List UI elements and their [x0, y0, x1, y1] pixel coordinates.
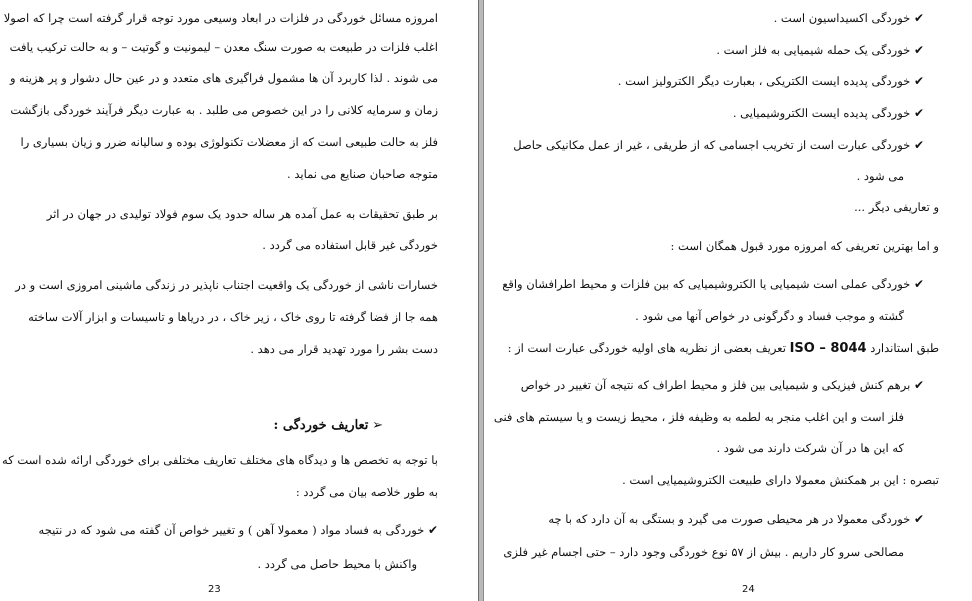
arrow-bullet-icon: ➢ — [372, 418, 383, 433]
heading-text: تعاریف خوردگی : — [273, 418, 369, 433]
text-line: دست بشر را مورد تهدید قرار می دهد . — [250, 342, 438, 356]
standard-code: ISO – 8044 — [789, 341, 867, 356]
text-line: متوجه صاحبان صنایع می نماید . — [287, 167, 438, 181]
text-line: که این ها در آن شرکت دارند می شود . — [716, 441, 904, 455]
page-number: 24 — [742, 584, 755, 595]
text-line: مصالحی سرو کار داریم . بیش از ۵۷ نوع خوردگی وجود دارد – حتی اجسام غیر فلزی — [503, 545, 904, 559]
page-number: 23 — [208, 584, 221, 595]
list-item — [513, 137, 924, 153]
check-icon: ✔ — [913, 74, 924, 88]
check-icon: ✔ — [913, 106, 924, 120]
text-line: و اما بهترین تعریفی که امروزه مورد قبول همگان است : — [670, 239, 939, 253]
text-line: خوردگی غیر قابل استفاده می گردد . — [262, 238, 438, 252]
text-line: همه جا از فضا گرفته تا روی خاک ، زیر خاک ، در دریاها و تاسیسات و ابزار آلات ساخته — [28, 310, 438, 324]
text-line: امروزه مسائل خوردگی در فلزات در ابعاد وسیعی مورد توجه قرار گرفته است چرا که اصولا — [3, 11, 438, 25]
page-24 — [484, 0, 972, 601]
text-line: و تعاریفی دیگر ... — [854, 200, 939, 214]
text-line: به طور خلاصه بیان می گردد : — [295, 485, 438, 499]
list-item — [39, 522, 438, 538]
list-item — [502, 276, 924, 292]
list-item-text: خوردگی پدیده ایست الکتریکی ، بعبارت دیگر الکترولیز است . — [617, 74, 911, 88]
list-item — [618, 73, 924, 89]
standard-after: تعریف بعضی از نظریه های اولیه خوردگی عبارت است از : — [507, 341, 786, 355]
check-icon: ✔ — [913, 277, 924, 291]
list-item — [716, 42, 924, 58]
list-item-text: خوردگی یک حمله شیمیایی به فلز است . — [716, 43, 911, 57]
list-item — [521, 377, 924, 393]
check-icon: ✔ — [913, 43, 924, 57]
text-line: بر طبق تحقیقات به عمل آمده هر ساله حدود یک سوم فولاد تولیدی در جهان در اثر — [46, 207, 438, 221]
check-icon: ✔ — [913, 138, 924, 152]
list-item-text: برهم کنش فیزیکی و شیمیایی بین فلز و محیط اطراف که نتیجه آن تغییر در خواص — [520, 378, 911, 392]
list-item — [733, 105, 924, 121]
list-item-text: خوردگی اکسیداسیون است . — [773, 11, 911, 25]
check-icon: ✔ — [913, 11, 924, 25]
note-line: تبصره : این بر همکنش معمولا دارای طبیعت الکتروشیمیایی است . — [622, 473, 939, 487]
standard-before: طبق استاندارد — [870, 341, 939, 355]
text-line: اغلب فلزات در طبیعت به صورت سنگ معدن – لیمونیت و گوتیت – و به حالت ترکیب یافت — [9, 40, 438, 54]
text-line: فلز به حالت طبیعی است که از معضلات تکنولوژی بوده و سالیانه ضرر و زیان بسیاری را — [20, 135, 438, 149]
text-line: با توجه به تخصص ها و دیدگاه های مختلف تعاریف مختلفی برای خوردگی ارائه شده است که — [2, 453, 438, 467]
text-line: واکنش با محیط حاصل می گردد . — [257, 557, 417, 571]
list-item-text: خوردگی پدیده ایست الکتروشیمیایی . — [732, 106, 911, 120]
text-line: می شوند . لذا کاربرد آن ها مشمول فراگیری های متعدد و در عین حال دشوار و پر هزینه و — [9, 71, 438, 85]
check-icon: ✔ — [913, 378, 924, 392]
text-line: خسارات ناشی از خوردگی یک واقعیت اجتناب ناپذیر در زندگی ماشینی امروزی است و در — [15, 278, 438, 292]
text-line: می شود . — [856, 169, 904, 183]
list-item-text: خوردگی معمولا در هر محیطی صورت می گیرد و بستگی به آن دارد که با چه — [548, 512, 911, 526]
check-icon: ✔ — [913, 512, 924, 526]
check-icon: ✔ — [427, 523, 438, 537]
text-line: زمان و سرمایه کلانی را در این خصوص می طلبد . به عبارت دیگر فرآیند خوردگی بازگشت — [10, 103, 438, 117]
list-item — [774, 10, 924, 26]
list-item-text: خوردگی به فساد مواد ( معمولا آهن ) و تغییر خواص آن گفته می شود که در نتیجه — [38, 523, 425, 537]
section-heading — [274, 417, 383, 434]
standard-line — [508, 340, 939, 357]
list-item-text: خوردگی عبارت است از تخریب اجسامی که از طریقی ، غیر از عمل مکانیکی حاصل — [513, 138, 911, 152]
text-line: فلز است و این اغلب منجر به لطمه به وظیفه فلز ، محیط زیست و یا سیستم های فنی — [493, 410, 904, 424]
page-23 — [0, 0, 478, 601]
text-line: گشته و موجب فساد و دگرگونی در خواص آنها می شود . — [635, 309, 904, 323]
list-item-text: خوردگی عملی است شیمیایی یا الکتروشیمیایی که بین فلزات و محیط اطرافشان واقع — [502, 277, 911, 291]
list-item — [548, 511, 924, 527]
